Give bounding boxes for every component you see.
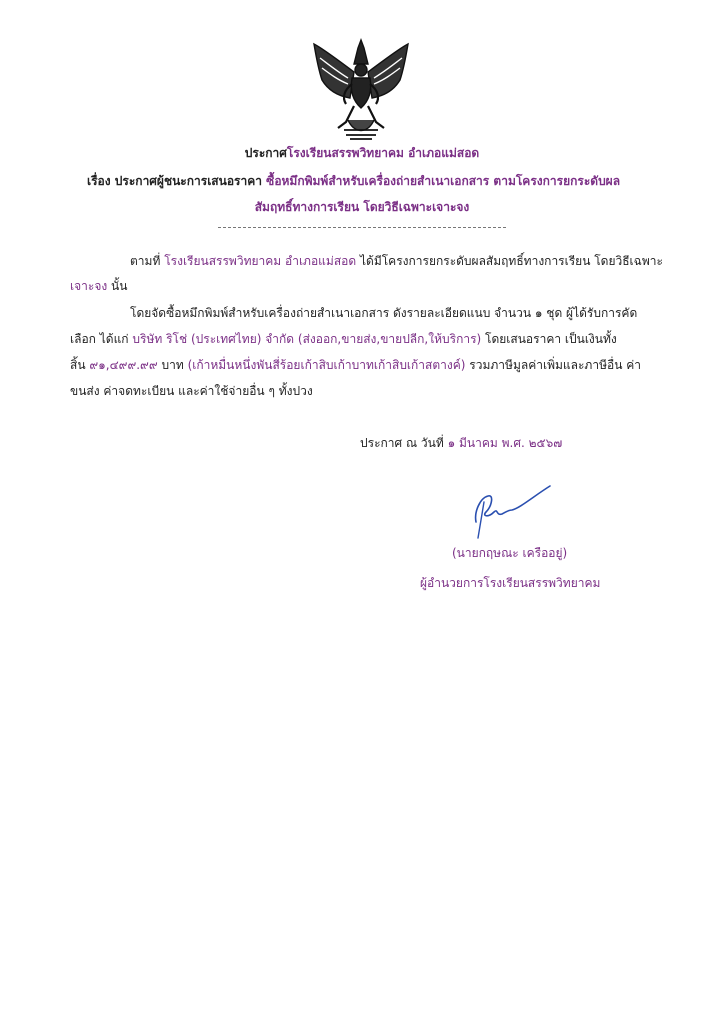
p2-amount-words: (เก้าหมื่นหนึ่งพันสี่ร้อยเก้าสิบเก้าบาทเก้าสิบเก้าสตางค์) (187, 358, 466, 372)
subject-line-2 (0, 198, 724, 216)
p2-text-a: โดยจัดซื้อหมึกพิมพ์สำหรับเครื่องถ่ายสำเนาเอกสาร ดังรายละเอียดแนบ จำนวน ๑ ชุด ผู้ได้รับการคัด (130, 306, 638, 320)
p2-text-d: โดยเสนอราคา เป็นเงินทั้ง (485, 332, 617, 346)
paragraph-1-line-1 (130, 252, 663, 270)
announce-date: ๑ มีนาคม พ.ศ. ๒๕๖๗ (447, 436, 563, 450)
p2-text-e: สิ้น (70, 358, 86, 372)
paragraph-1-line-2 (70, 277, 127, 295)
p1-text-a: ตามที่ (130, 254, 161, 268)
document-title (0, 144, 724, 162)
p2-amount: ๙๑,๔๙๙.๙๙ (89, 358, 158, 372)
handwritten-signature-icon (468, 482, 552, 540)
subject-text-2: สัมฤทธิ์ทางการเรียน โดยวิธีเฉพาะเจาะจง (254, 200, 470, 214)
p2-currency: บาท (161, 358, 184, 372)
announce-date-line (360, 434, 562, 452)
signatory-position (420, 574, 600, 592)
p1-text-c: ได้มีโครงการยกระดับผลสัมฤทธิ์ทางการเรียน โดยวิธีเฉพาะ (359, 254, 663, 268)
p1-school: โรงเรียนสรรพวิทยาคม อำเภอแม่สอด (164, 254, 357, 268)
signatory-name (452, 544, 567, 562)
p2-company: บริษัท ริโช่ (ประเทศไทย) จำกัด (ส่งออก,ขายส่ง,ขายปลีก,ให้บริการ) (132, 332, 482, 346)
paragraph-2-line-3 (70, 356, 641, 374)
paragraph-2-line-4 (70, 382, 313, 400)
title-school: โรงเรียนสรรพวิทยาคม อำเภอแม่สอด (286, 146, 480, 160)
divider (218, 227, 506, 228)
announce-label: ประกาศ ณ วันที่ (360, 436, 444, 450)
p2-text-i: รวมภาษีมูลค่าเพิ่มและภาษีอื่น ค่า (469, 358, 641, 372)
title-prefix: ประกาศ (244, 146, 287, 160)
subject-line-1 (87, 172, 620, 190)
subject-prefix: เรื่อง ประกาศผู้ชนะการเสนอราคา (87, 174, 262, 188)
signatory-position-text: ผู้อำนวยการโรงเรียนสรรพวิทยาคม (420, 576, 601, 590)
paragraph-2-line-2 (70, 330, 617, 348)
paragraph-2-line-1 (130, 304, 637, 322)
p1-text-d: เจาะจง (70, 279, 108, 293)
p2-text-b: เลือก ได้แก่ (70, 332, 129, 346)
subject-text-1: ซื้อหมึกพิมพ์สำหรับเครื่องถ่ายสำเนาเอกสาร ตามโครงการยกระดับผล (266, 174, 621, 188)
signatory-name-text: (นายกฤษณะ เครืออยู่) (452, 546, 568, 560)
p1-text-e: นั้น (111, 279, 128, 293)
garuda-emblem-icon (308, 38, 414, 142)
p2-text-j: ขนส่ง ค่าจดทะเบียน และค่าใช้จ่ายอื่น ๆ ทั้งปวง (70, 384, 313, 398)
